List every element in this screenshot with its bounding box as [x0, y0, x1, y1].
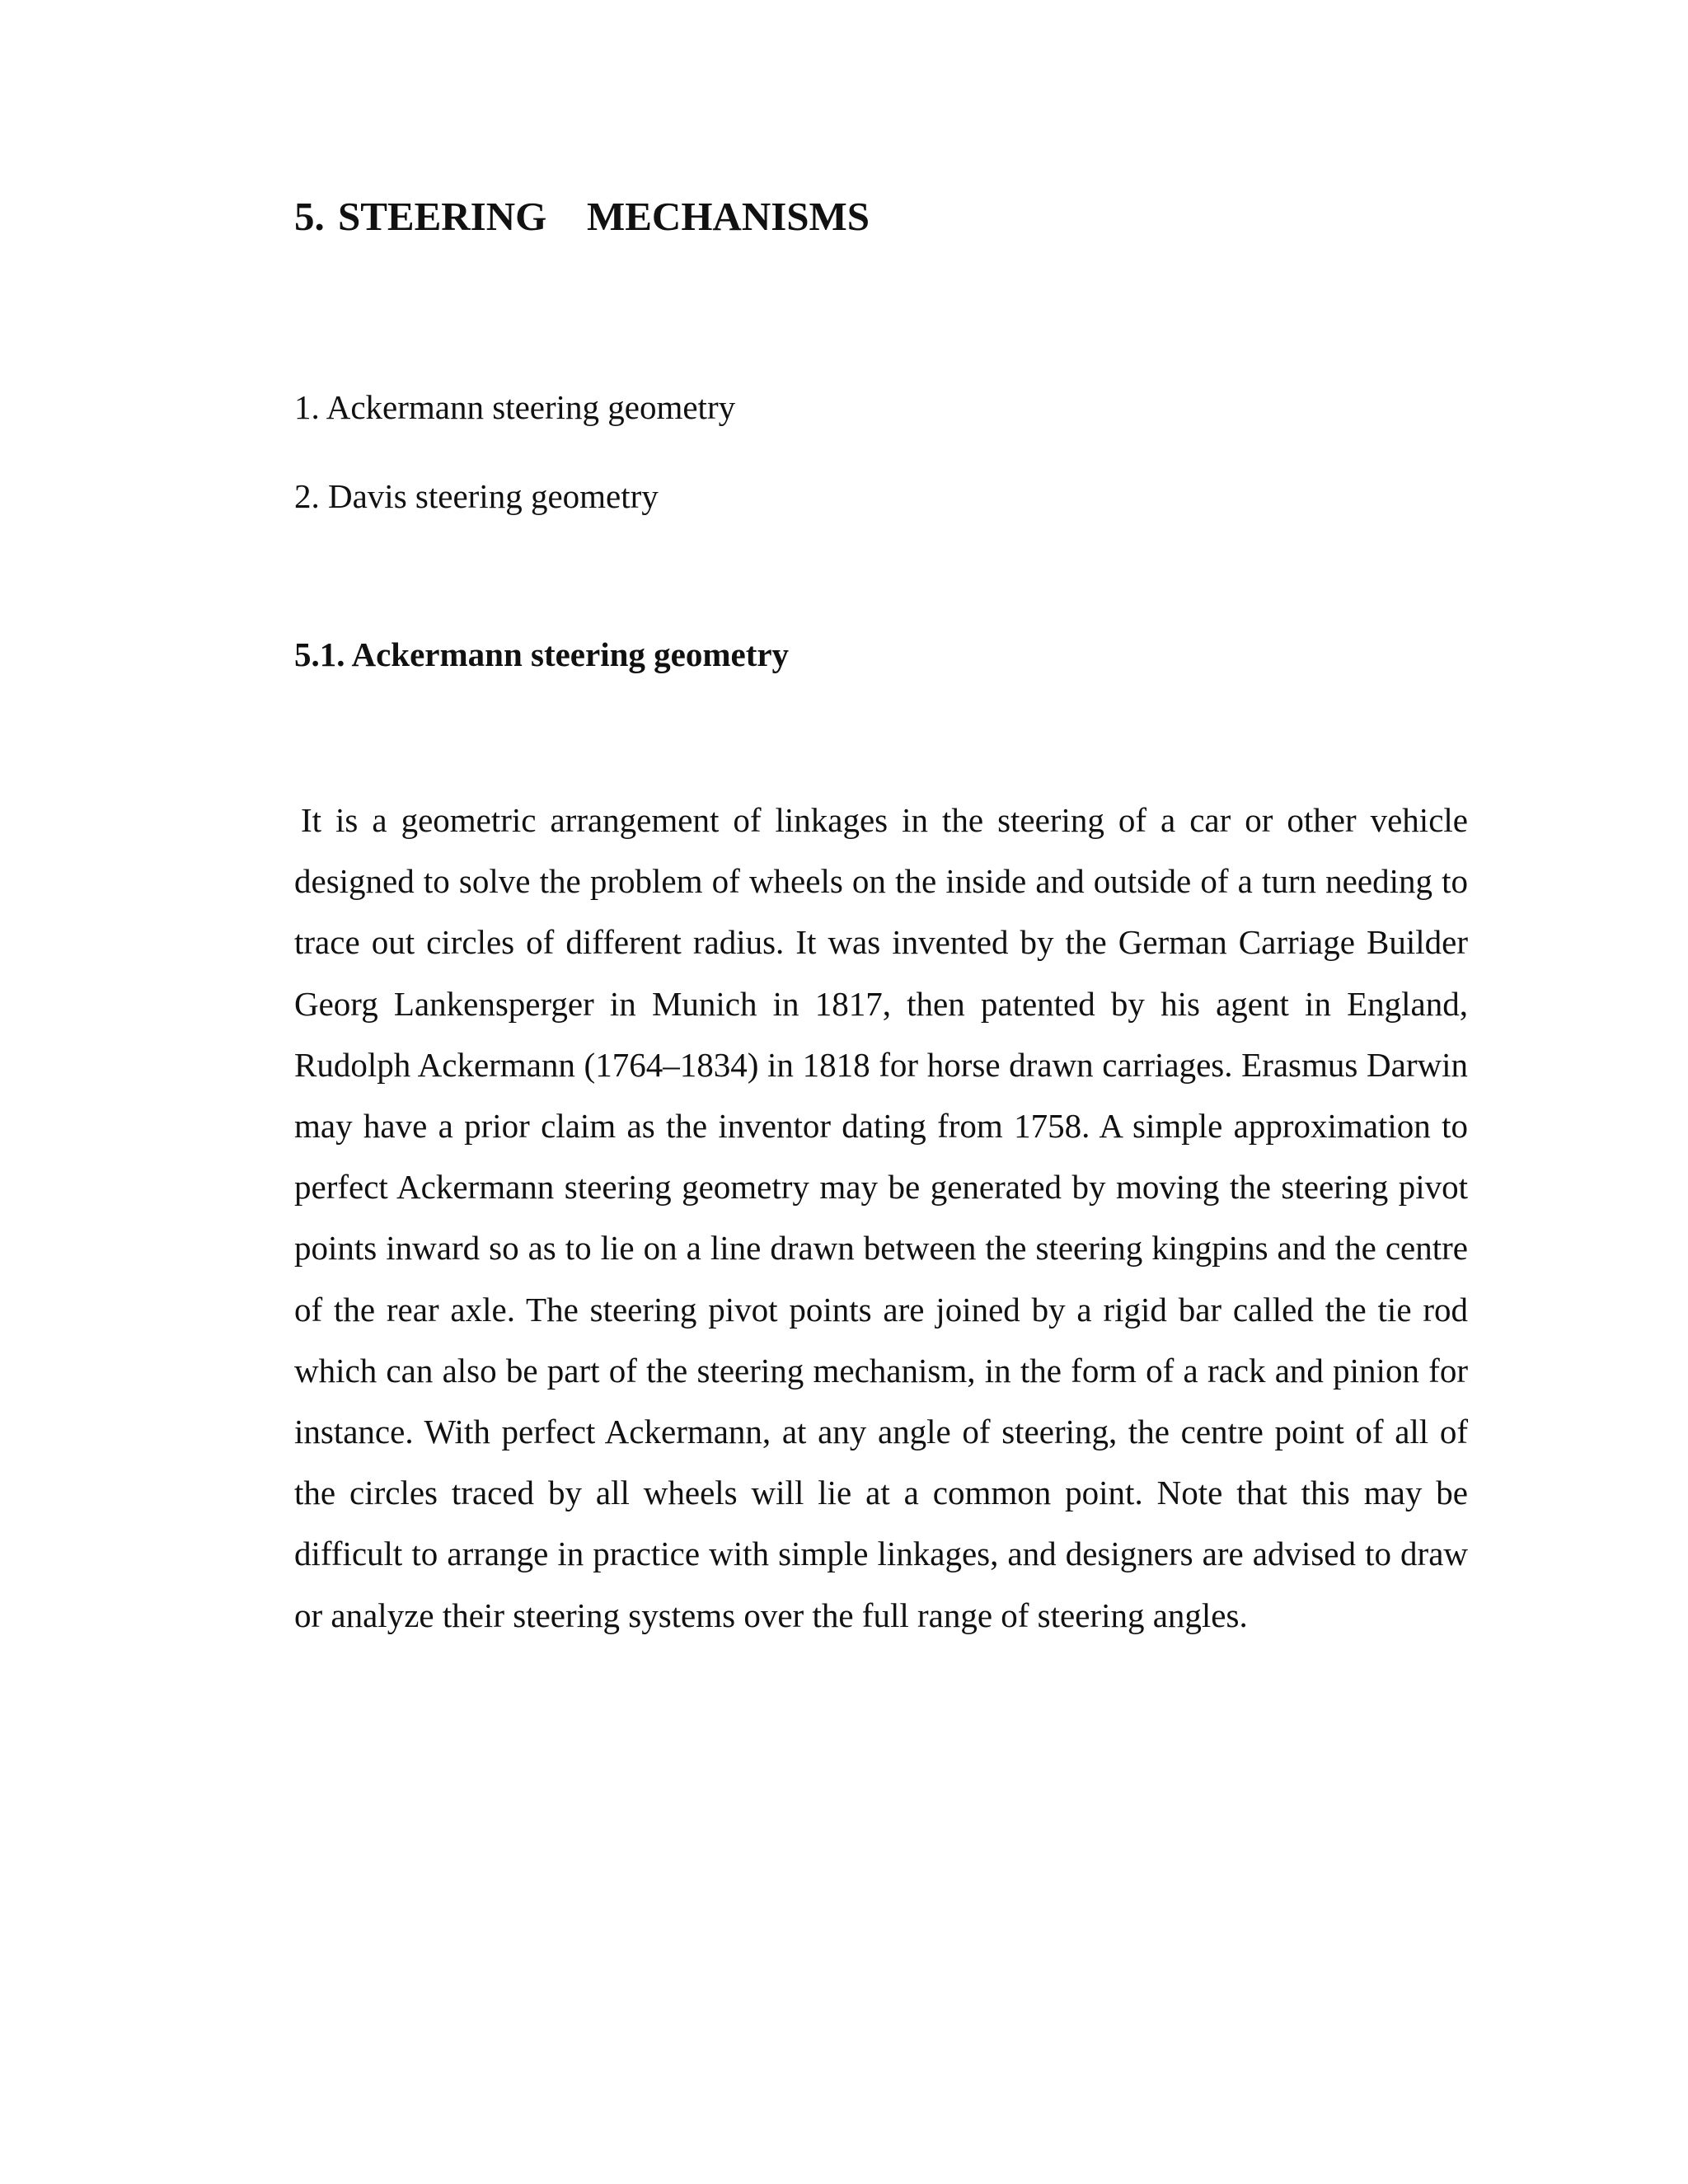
contents-list [294, 382, 735, 560]
chapter-title: 5. STEERING MECHANISMS [294, 194, 870, 239]
section-heading: 5.1. Ackermann steering geometry [294, 635, 790, 673]
contents-item-davis: 2. Davis steering geometry [294, 477, 659, 515]
contents-item-ackermann: 1. Ackermann steering geometry [294, 388, 736, 426]
body-paragraph: It is a geometric arrangement of linkages in the steering of a car or other vehicle designed to solve the problem of wheels on the inside and outside of a turn needing to trace out circles of different radius. It was invented by the German Carriage Builder Georg Lankensperger in Munich in 1817, then patented by his agent in England, Rudolph Ackermann (1764–1834) in 1818 for horse drawn carriages. Erasmus Darwin may have a prior claim as the inventor dating from 1758. A simple approximation to perfect Ackermann steering geometry may be generated by moving the steering pivot points inward so as to lie on a line drawn between the steering kingpins and the centre of the rear axle. The steering pivot points are joined by a rigid bar called the tie rod which can also be part of the steering mechanism, in the form of a rack and pinion for instance. With perfect Ackermann, at any angle of steering, the centre point of all of the circles traced by all wheels will lie at a common point. Note that this may be difficult to arrange in practice with simple linkages, and designers are advised to draw or analyze their steering systems over the full range of steering angles. [294, 801, 1468, 1634]
